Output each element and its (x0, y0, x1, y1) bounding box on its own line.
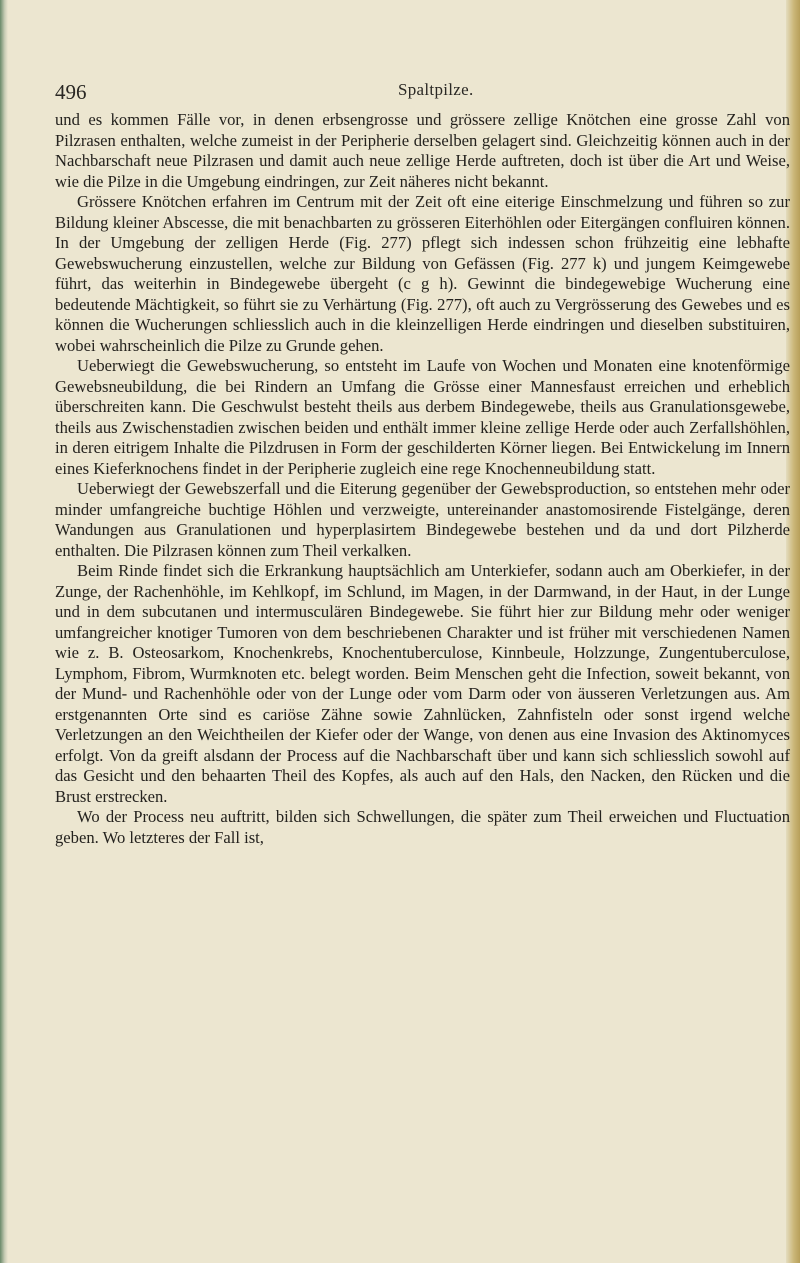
page-number: 496 (55, 80, 87, 104)
paragraph-5: Beim Rinde findet sich die Erkrankung hauptsächlich am Unterkiefer, sodann auch am Oberkiefer, in der Zunge, der Rachenhöhle, im Kehlkopf, im Schlund, im Magen, in der Darmwand, in der Haut, in der Lunge und in dem subcutanen und intermusculären Bindegewebe. Sie führt hier zur Bildung mehr oder weniger umfangreicher knotiger Tumoren von dem beschriebenen Charakter und ist früher mit verschiedenen Namen wie z. B. Osteosarkom, Knochenkrebs, Knochentuberculose, Kinnbeule, Holzzunge, Zungentuberculose, Lymphom, Fibrom, Wurmknoten etc. belegt worden. Beim Menschen geht die Infection, soweit bekannt, von der Mund- und Rachenhöhle oder von der Lunge oder vom Darm oder von äusseren Verletzungen aus. Am erstgenannten Orte sind es cariöse Zähne sowie Zahnlücken, Zahnfisteln oder sonst irgend welche Verletzungen an den Weichtheilen der Kiefer oder der Wange, von denen aus eine Invasion des Aktinomyces erfolgt. Von da greift alsdann der Process auf die Nachbarschaft über und kann sich schliesslich sowohl auf das Gesicht und den behaarten Theil des Kopfes, als auch auf den Hals, den Nacken, den Rücken und die Brust erstrecken. (55, 561, 790, 806)
body-text (55, 110, 790, 848)
paragraph-1: und es kommen Fälle vor, in denen erbsengrosse und grössere zellige Knötchen eine grosse Zahl von Pilzrasen enthalten, welche zumeist in der Peripherie derselben gelagert sind. Gleichzeitig können auch in der Nachbarschaft neue Pilzrasen und damit auch neue zellige Herde auftreten, doch ist über die Art und Weise, wie die Pilze in die Umgebung eindringen, zur Zeit näheres nicht bekannt. (55, 110, 790, 191)
paragraph-3: Ueberwiegt die Gewebswucherung, so entsteht im Laufe von Wochen und Monaten eine knotenförmige Gewebsneubildung, die bei Rindern an Umfang die Grösse einer Mannesfaust erreichen und erheblich überschreiten kann. Die Geschwulst besteht theils aus derbem Bindegewebe, theils aus Granulationsgewebe, theils aus Zwischenstadien zwischen beiden und enthält immer kleine zellige Herde oder auch Zerfallshöhlen, in deren eitrigem Inhalte die Pilzdrusen in Form der geschilderten Körner liegen. Bei Entwickelung im Innern eines Kieferknochens findet in der Peripherie zugleich eine rege Knochenneubildung statt. (55, 356, 790, 478)
paragraph-2: Grössere Knötchen erfahren im Centrum mit der Zeit oft eine eiterige Einschmelzung und führen so zur Bildung kleiner Abscesse, die mit benachbarten zu grösseren Eiterhöhlen oder Eitergängen confluiren können. In der Umgebung der zelligen Herde (Fig. 277) pflegt sich indessen schon frühzeitig eine lebhafte Gewebswucherung einzustellen, welche zur Bildung von Gefässen (Fig. 277 k) und jungem Keimgewebe führt, das weiterhin in Bindegewebe übergeht (c g h). Gewinnt die bindegewebige Wucherung eine bedeutende Mächtigkeit, so führt sie zu Verhärtung (Fig. 277), oft auch zu Vergrösserung des Gewebes und es können die Wucherungen schliesslich auch in die kleinzelligen Herde eindringen und dieselben substituiren, wobei wahrscheinlich die Pilze zu Grunde gehen. (55, 192, 790, 355)
running-head: Spaltpilze. (398, 80, 474, 99)
paragraph-4: Ueberwiegt der Gewebszerfall und die Eiterung gegenüber der Gewebsproduction, so entstehen mehr oder minder umfangreiche buchtige Höhlen und verzweigte, untereinander anastomosirende Fistelgänge, deren Wandungen aus Granulationen und hyperplasirtem Bindegewebe bestehen und da und dort Pilzherde enthalten. Die Pilzrasen können zum Theil verkalken. (55, 479, 790, 560)
binding-edge (0, 0, 8, 1263)
page-header (55, 80, 755, 106)
paragraph-6: Wo der Process neu auftritt, bilden sich Schwellungen, die später zum Theil erweichen und Fluctuation geben. Wo letzteres der Fall ist, (55, 807, 790, 847)
